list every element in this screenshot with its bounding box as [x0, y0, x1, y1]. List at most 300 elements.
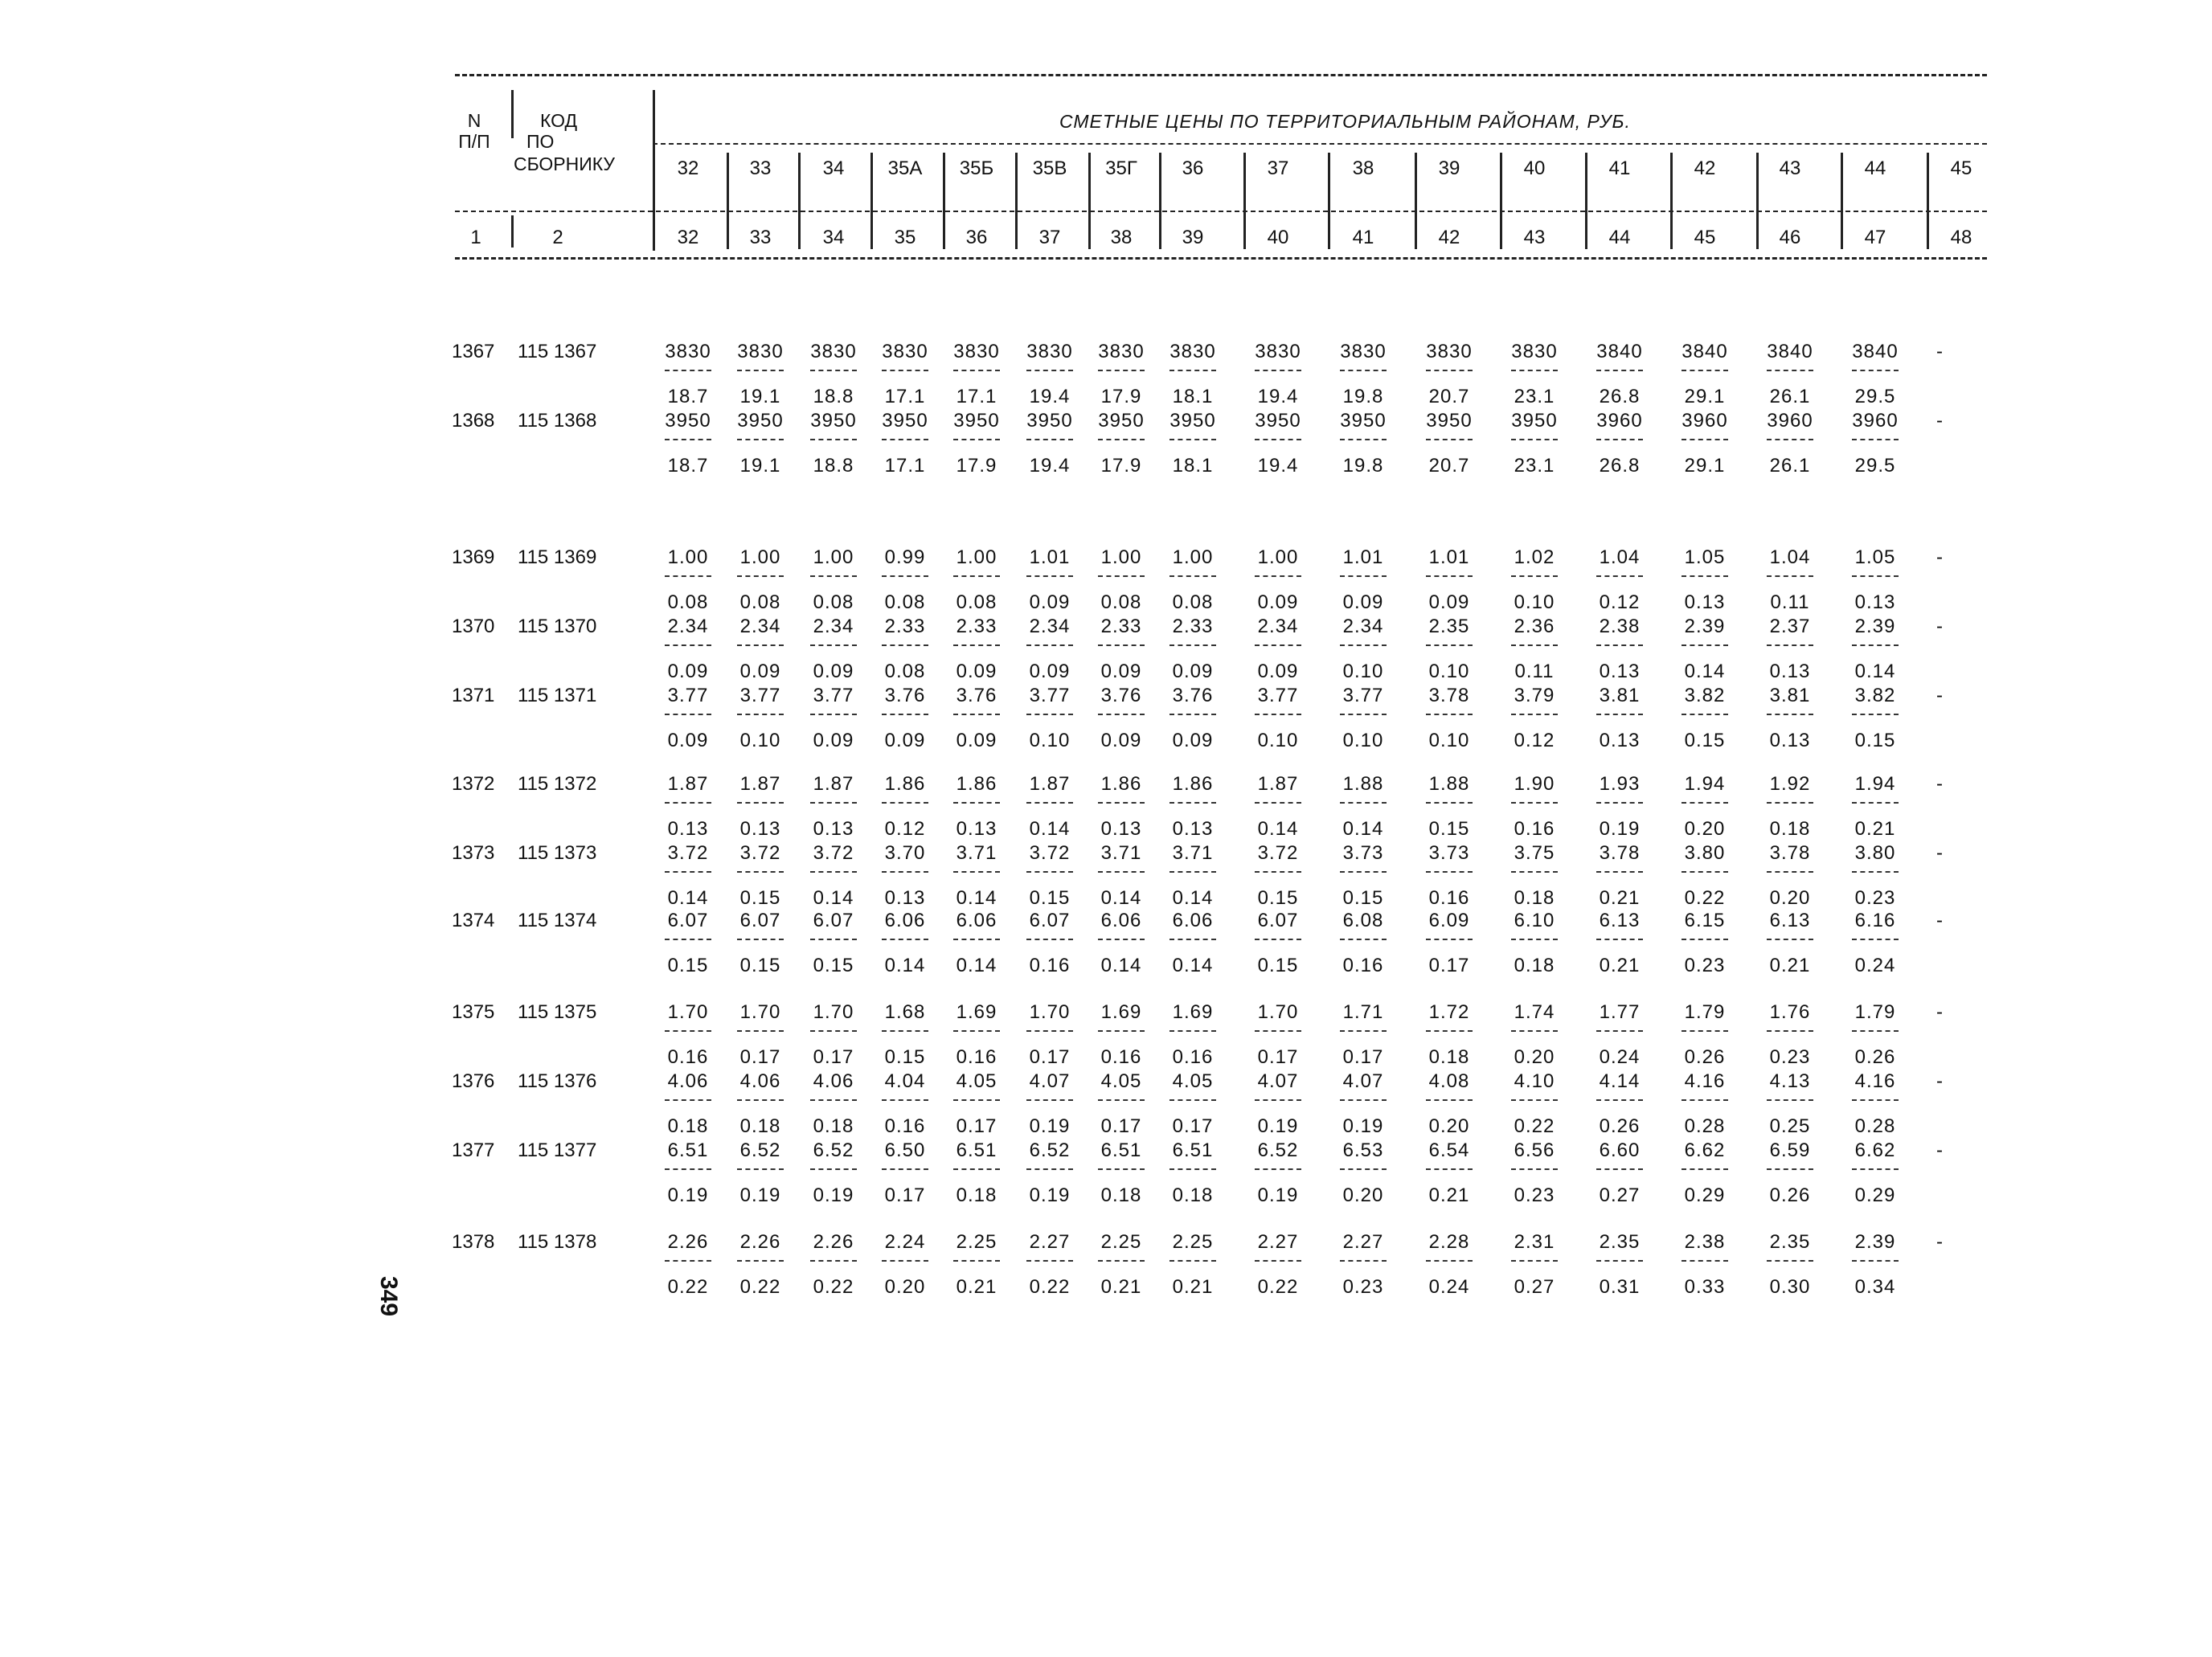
- price-value: 3.77: [1029, 685, 1071, 706]
- price-index-value: 0.17: [1172, 1115, 1214, 1137]
- row-number: 1373: [452, 842, 495, 864]
- price-index-value: 0.15: [1854, 730, 1896, 751]
- price-value: 3840: [1682, 341, 1728, 362]
- price-index-value: 29.1: [1684, 455, 1726, 477]
- region-column-separator: [727, 153, 729, 249]
- price-value: 2.34: [813, 616, 854, 637]
- price-index-value: 0.22: [813, 1276, 854, 1298]
- price-index-value: 0.19: [739, 1184, 781, 1206]
- row-code: 115 1377: [518, 1139, 597, 1161]
- price-index-value: 0.13: [1854, 591, 1896, 613]
- fraction-rule: [1426, 575, 1473, 577]
- price-index-value: 0.23: [1514, 1184, 1555, 1206]
- price-value: 6.51: [1172, 1139, 1214, 1161]
- region-column-header: 44: [1864, 158, 1886, 179]
- price-value: 2.33: [1100, 616, 1142, 637]
- price-value: 6.07: [739, 910, 781, 931]
- price-value: 1.71: [1342, 1001, 1384, 1023]
- price-value: 1.70: [739, 1001, 781, 1023]
- price-value: 3950: [953, 410, 1000, 432]
- fraction-rule: [737, 1030, 784, 1032]
- price-value: 3.72: [739, 842, 781, 864]
- price-value: 1.01: [1029, 546, 1071, 568]
- fraction-rule: [1596, 370, 1643, 371]
- price-index-value: 0.19: [813, 1184, 854, 1206]
- price-index-value: 0.13: [884, 887, 926, 909]
- price-value: 1.00: [739, 546, 781, 568]
- price-index-value: 0.19: [1029, 1115, 1071, 1137]
- fraction-rule: [1511, 1260, 1558, 1262]
- price-value: 1.74: [1514, 1001, 1555, 1023]
- price-value: 1.69: [956, 1001, 997, 1023]
- price-value: 3.70: [884, 842, 926, 864]
- price-value: 1.04: [1599, 546, 1641, 568]
- price-index-value: 0.22: [1029, 1276, 1071, 1298]
- row-code: 115 1372: [518, 773, 597, 795]
- price-value: 3.71: [956, 842, 997, 864]
- price-value: 3960: [1852, 410, 1899, 432]
- fraction-rule: [810, 1168, 857, 1170]
- price-index-value: 0.08: [884, 661, 926, 682]
- price-value: 0.99: [884, 546, 926, 568]
- price-value: 6.51: [667, 1139, 709, 1161]
- price-value: 3.81: [1769, 685, 1811, 706]
- row-number: 1376: [452, 1070, 495, 1092]
- region-column-header: 34: [822, 158, 845, 179]
- price-value: 3830: [882, 341, 928, 362]
- price-value: 4.14: [1599, 1070, 1641, 1092]
- index-column-number: 37: [1038, 227, 1061, 248]
- price-value: 6.13: [1599, 910, 1641, 931]
- price-index-value: 20.7: [1428, 455, 1470, 477]
- price-index-value: 0.16: [1029, 955, 1071, 976]
- price-index-value: 0.14: [1342, 818, 1384, 840]
- price-value: 6.09: [1428, 910, 1470, 931]
- fraction-rule: [1340, 802, 1387, 804]
- index-column-number: 41: [1352, 227, 1374, 248]
- fraction-rule: [953, 370, 1000, 371]
- fraction-rule: [1255, 939, 1301, 940]
- price-index-value: 0.10: [1257, 730, 1299, 751]
- fraction-rule: [1340, 714, 1387, 715]
- price-value: 2.35: [1769, 1231, 1811, 1253]
- price-index-value: 0.14: [1100, 955, 1142, 976]
- price-value: 3.72: [1029, 842, 1071, 864]
- fraction-rule: [810, 871, 857, 873]
- price-index-value: 0.09: [813, 661, 854, 682]
- price-index-value: 0.22: [1257, 1276, 1299, 1298]
- fraction-rule: [665, 1168, 711, 1170]
- row-number: 1367: [452, 341, 495, 362]
- region-column-separator: [1415, 153, 1417, 249]
- price-index-value: 0.15: [739, 887, 781, 909]
- price-index-value: 0.09: [1428, 591, 1470, 613]
- price-value: 1.70: [667, 1001, 709, 1023]
- price-value: 1.90: [1514, 773, 1555, 795]
- fraction-rule: [1255, 1260, 1301, 1262]
- price-index-value: 0.17: [1342, 1046, 1384, 1068]
- price-value: 3960: [1767, 410, 1813, 432]
- fraction-rule: [1596, 1099, 1643, 1101]
- price-value: 2.39: [1854, 616, 1896, 637]
- fraction-rule: [1511, 575, 1558, 577]
- price-value: 2.33: [956, 616, 997, 637]
- price-value: 1.69: [1100, 1001, 1142, 1023]
- price-value: 3.75: [1514, 842, 1555, 864]
- price-value: 2.36: [1514, 616, 1555, 637]
- price-index-value: 0.12: [884, 818, 926, 840]
- price-value: 3.71: [1172, 842, 1214, 864]
- price-index-value: 18.7: [667, 455, 709, 477]
- fraction-rule: [1767, 575, 1813, 577]
- fraction-rule: [1852, 644, 1899, 646]
- price-index-value: 0.26: [1854, 1046, 1896, 1068]
- price-value: 1.00: [956, 546, 997, 568]
- fraction-rule: [1767, 939, 1813, 940]
- fraction-rule: [1852, 1030, 1899, 1032]
- fraction-rule: [665, 714, 711, 715]
- price-index-value: 0.19: [1257, 1115, 1299, 1137]
- fraction-rule: [1026, 370, 1073, 371]
- fraction-rule: [810, 644, 857, 646]
- region-column-separator: [798, 153, 801, 249]
- fraction-rule: [1169, 802, 1216, 804]
- fraction-rule: [882, 1099, 928, 1101]
- row-end-dash: -: [1936, 616, 1943, 637]
- index-column-number: 32: [677, 227, 699, 248]
- price-value: 3.73: [1342, 842, 1384, 864]
- price-index-value: 18.1: [1172, 455, 1214, 477]
- fraction-rule: [1682, 439, 1728, 440]
- price-value: 1.87: [1029, 773, 1071, 795]
- price-index-value: 0.20: [1514, 1046, 1555, 1068]
- index-column-number: 38: [1110, 227, 1133, 248]
- price-index-value: 0.14: [1854, 661, 1896, 682]
- price-index-value: 0.14: [884, 955, 926, 976]
- region-column-separator: [1015, 153, 1018, 249]
- price-value: 2.35: [1599, 1231, 1641, 1253]
- row-code: 115 1368: [518, 410, 597, 432]
- index-column-number: 34: [822, 227, 845, 248]
- price-value: 1.04: [1769, 546, 1811, 568]
- fraction-rule: [1340, 439, 1387, 440]
- fraction-rule: [1026, 1099, 1073, 1101]
- price-index-value: 0.09: [1257, 661, 1299, 682]
- price-value: 1.76: [1769, 1001, 1811, 1023]
- row-number: 1372: [452, 773, 495, 795]
- fraction-rule: [953, 871, 1000, 873]
- price-index-value: 0.10: [1029, 730, 1071, 751]
- price-index-value: 0.23: [1854, 887, 1896, 909]
- fraction-rule: [1511, 1168, 1558, 1170]
- fraction-rule: [1596, 1168, 1643, 1170]
- row-end-dash: -: [1936, 685, 1943, 706]
- price-index-value: 0.23: [1684, 955, 1726, 976]
- fraction-rule: [1511, 802, 1558, 804]
- price-index-value: 23.1: [1514, 455, 1555, 477]
- fraction-rule: [1098, 644, 1145, 646]
- price-value: 1.79: [1854, 1001, 1896, 1023]
- fraction-rule: [1511, 714, 1558, 715]
- price-value: 2.37: [1769, 616, 1811, 637]
- price-index-value: 0.20: [1342, 1184, 1384, 1206]
- row-number: 1370: [452, 616, 495, 637]
- fraction-rule: [1852, 575, 1899, 577]
- col-code-label: КОД: [539, 110, 578, 131]
- region-column-separator: [1841, 153, 1843, 249]
- price-index-value: 0.18: [739, 1115, 781, 1137]
- row-end-dash: -: [1936, 341, 1943, 362]
- price-value: 2.33: [884, 616, 926, 637]
- row-number: 1375: [452, 1001, 495, 1023]
- region-column-separator: [1670, 153, 1673, 249]
- price-index-value: 0.22: [739, 1276, 781, 1298]
- price-index-value: 18.1: [1172, 386, 1214, 407]
- price-index-value: 0.16: [884, 1115, 926, 1137]
- row-code: 115 1374: [518, 910, 597, 931]
- row-number: 1374: [452, 910, 495, 931]
- fraction-rule: [1596, 439, 1643, 440]
- row-code: 115 1369: [518, 546, 597, 568]
- price-value: 3950: [1169, 410, 1216, 432]
- price-index-value: 0.24: [1428, 1276, 1470, 1298]
- price-index-value: 0.17: [956, 1115, 997, 1137]
- fraction-rule: [1026, 802, 1073, 804]
- price-value: 1.00: [667, 546, 709, 568]
- fraction-rule: [1255, 644, 1301, 646]
- price-value: 3.77: [667, 685, 709, 706]
- fraction-rule: [1426, 714, 1473, 715]
- price-value: 1.93: [1599, 773, 1641, 795]
- fraction-rule: [1852, 439, 1899, 440]
- price-index-value: 0.13: [1684, 591, 1726, 613]
- price-index-value: 0.13: [956, 818, 997, 840]
- price-index-value: 0.13: [1769, 661, 1811, 682]
- index-column-number: 1: [470, 227, 481, 248]
- row-number: 1368: [452, 410, 495, 432]
- price-value: 1.88: [1342, 773, 1384, 795]
- price-index-value: 0.19: [1342, 1115, 1384, 1137]
- price-value: 3950: [882, 410, 928, 432]
- price-index-value: 0.08: [739, 591, 781, 613]
- price-value: 3840: [1767, 341, 1813, 362]
- fraction-rule: [953, 439, 1000, 440]
- price-value: 6.52: [1257, 1139, 1299, 1161]
- col-code-label-sbornik: СБОРНИКУ: [513, 153, 616, 174]
- price-index-value: 19.1: [739, 386, 781, 407]
- price-index-value: 0.10: [1428, 661, 1470, 682]
- price-value: 3950: [1098, 410, 1145, 432]
- fraction-rule: [810, 714, 857, 715]
- price-value: 3.77: [813, 685, 854, 706]
- index-column-number: 36: [965, 227, 988, 248]
- fraction-rule: [953, 1099, 1000, 1101]
- price-value: 2.39: [1684, 616, 1726, 637]
- price-value: 3.78: [1428, 685, 1470, 706]
- region-column-header: 40: [1523, 158, 1546, 179]
- fraction-rule: [1511, 1030, 1558, 1032]
- price-value: 3.72: [667, 842, 709, 864]
- price-index-value: 0.21: [1599, 887, 1641, 909]
- region-column-separator: [870, 153, 873, 249]
- fraction-rule: [1426, 939, 1473, 940]
- fraction-rule: [737, 1260, 784, 1262]
- price-value: 6.56: [1514, 1139, 1555, 1161]
- price-value: 3950: [1026, 410, 1073, 432]
- region-column-header: 41: [1608, 158, 1631, 179]
- fraction-rule: [1682, 939, 1728, 940]
- price-value: 6.13: [1769, 910, 1811, 931]
- price-value: 3950: [1340, 410, 1387, 432]
- price-value: 2.26: [739, 1231, 781, 1253]
- price-value: 6.07: [667, 910, 709, 931]
- fraction-rule: [1340, 1030, 1387, 1032]
- fraction-rule: [1026, 939, 1073, 940]
- index-column-number: 44: [1608, 227, 1631, 248]
- price-index-value: 0.09: [813, 730, 854, 751]
- fraction-rule: [1169, 439, 1216, 440]
- fraction-rule: [1098, 714, 1145, 715]
- price-index-value: 29.5: [1854, 386, 1896, 407]
- region-column-header: 33: [749, 158, 772, 179]
- region-column-separator: [653, 153, 655, 249]
- price-index-value: 0.15: [667, 955, 709, 976]
- region-column-header: 35А: [887, 158, 923, 179]
- price-index-value: 0.08: [813, 591, 854, 613]
- row-code: 115 1373: [518, 842, 597, 864]
- price-index-value: 0.13: [1769, 730, 1811, 751]
- price-index-value: 0.16: [1172, 1046, 1214, 1068]
- index-column-number: 35: [894, 227, 916, 248]
- price-value: 1.70: [1257, 1001, 1299, 1023]
- fraction-rule: [1511, 939, 1558, 940]
- price-value: 3830: [1169, 341, 1216, 362]
- fraction-rule: [1169, 1030, 1216, 1032]
- price-index-value: 0.13: [1599, 661, 1641, 682]
- fraction-rule: [953, 575, 1000, 577]
- price-index-value: 0.19: [667, 1184, 709, 1206]
- fraction-rule: [1426, 1260, 1473, 1262]
- price-value: 1.00: [813, 546, 854, 568]
- fraction-rule: [665, 802, 711, 804]
- price-value: 1.00: [1172, 546, 1214, 568]
- price-value: 3950: [1426, 410, 1473, 432]
- price-value: 1.69: [1172, 1001, 1214, 1023]
- price-value: 6.16: [1854, 910, 1896, 931]
- price-index-value: 0.14: [1172, 955, 1214, 976]
- price-value: 6.53: [1342, 1139, 1384, 1161]
- fraction-rule: [1767, 439, 1813, 440]
- row-number: 1369: [452, 546, 495, 568]
- row-end-dash: -: [1936, 842, 1943, 864]
- price-value: 2.31: [1514, 1231, 1555, 1253]
- price-value: 2.27: [1029, 1231, 1071, 1253]
- price-index-value: 0.20: [1684, 818, 1726, 840]
- price-value: 3.77: [1342, 685, 1384, 706]
- price-index-value: 0.21: [1599, 955, 1641, 976]
- region-column-header: 38: [1352, 158, 1374, 179]
- fraction-rule: [1026, 439, 1073, 440]
- fraction-rule: [1767, 1168, 1813, 1170]
- price-index-value: 0.18: [667, 1115, 709, 1137]
- price-index-value: 0.21: [956, 1276, 997, 1298]
- fraction-rule: [1255, 575, 1301, 577]
- price-index-value: 0.14: [956, 955, 997, 976]
- price-value: 3.76: [1100, 685, 1142, 706]
- fraction-rule: [737, 714, 784, 715]
- price-value: 3950: [1511, 410, 1558, 432]
- price-index-value: 0.24: [1599, 1046, 1641, 1068]
- fraction-rule: [1682, 871, 1728, 873]
- price-value: 2.24: [884, 1231, 926, 1253]
- price-index-value: 0.17: [1100, 1115, 1142, 1137]
- price-value: 2.34: [1342, 616, 1384, 637]
- price-index-value: 0.13: [1599, 730, 1641, 751]
- fraction-rule: [665, 1260, 711, 1262]
- fraction-rule: [810, 370, 857, 371]
- fraction-rule: [1340, 1099, 1387, 1101]
- price-index-value: 0.09: [1172, 661, 1214, 682]
- fraction-rule: [1596, 871, 1643, 873]
- fraction-rule: [1340, 644, 1387, 646]
- price-index-value: 18.7: [667, 386, 709, 407]
- fraction-rule: [1098, 1030, 1145, 1032]
- price-value: 1.70: [1029, 1001, 1071, 1023]
- price-value: 2.35: [1428, 616, 1470, 637]
- price-index-value: 0.16: [667, 1046, 709, 1068]
- price-index-value: 0.20: [1428, 1115, 1470, 1137]
- fraction-rule: [882, 644, 928, 646]
- price-value: 6.07: [813, 910, 854, 931]
- price-value: 6.50: [884, 1139, 926, 1161]
- price-value: 3830: [1255, 341, 1301, 362]
- price-value: 6.06: [1172, 910, 1214, 931]
- price-value: 4.07: [1342, 1070, 1384, 1092]
- index-column-number: 40: [1267, 227, 1289, 248]
- price-index-value: 0.34: [1854, 1276, 1896, 1298]
- price-index-value: 0.23: [1769, 1046, 1811, 1068]
- fraction-rule: [1169, 714, 1216, 715]
- price-index-value: 0.16: [1514, 818, 1555, 840]
- fraction-rule: [1026, 714, 1073, 715]
- fraction-rule: [1596, 714, 1643, 715]
- header-top-rule: [455, 74, 1987, 76]
- price-index-value: 0.19: [1029, 1184, 1071, 1206]
- price-value: 3.71: [1100, 842, 1142, 864]
- price-value: 6.62: [1684, 1139, 1726, 1161]
- price-index-value: 0.17: [1029, 1046, 1071, 1068]
- price-value: 1.68: [884, 1001, 926, 1023]
- fraction-rule: [1169, 939, 1216, 940]
- price-value: 2.28: [1428, 1231, 1470, 1253]
- fraction-rule: [882, 1260, 928, 1262]
- fraction-rule: [810, 802, 857, 804]
- fraction-rule: [953, 644, 1000, 646]
- price-index-value: 18.8: [813, 386, 854, 407]
- price-index-value: 0.26: [1599, 1115, 1641, 1137]
- fraction-rule: [665, 1030, 711, 1032]
- fraction-rule: [665, 644, 711, 646]
- fraction-rule: [737, 939, 784, 940]
- price-value: 6.06: [956, 910, 997, 931]
- price-value: 2.25: [956, 1231, 997, 1253]
- fraction-rule: [1852, 1260, 1899, 1262]
- price-value: 4.05: [956, 1070, 997, 1092]
- price-index-value: 0.13: [667, 818, 709, 840]
- fraction-rule: [1098, 575, 1145, 577]
- fraction-rule: [810, 1099, 857, 1101]
- index-column-number: 2: [552, 227, 563, 248]
